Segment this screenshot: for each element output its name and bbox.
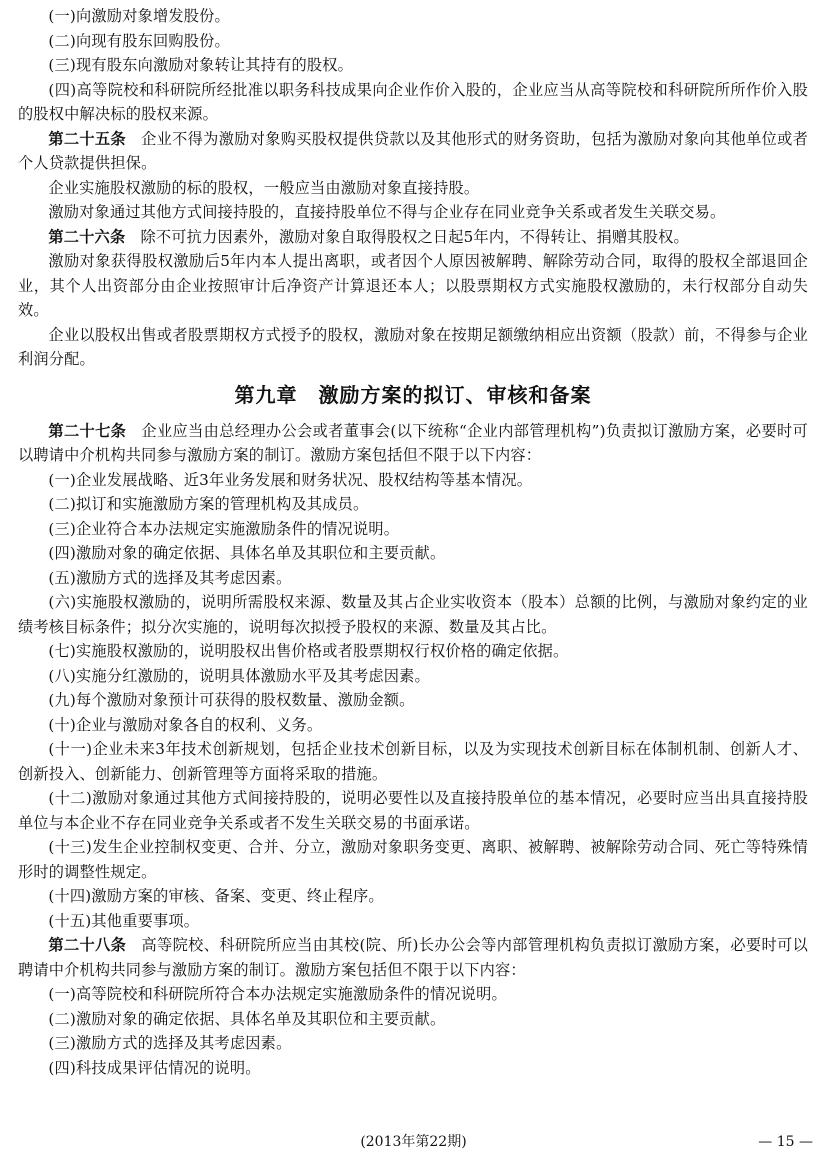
- article-number: 第二十五条: [48, 129, 126, 148]
- paragraph-text: (四)科技成果评估情况的说明。: [48, 1058, 261, 1077]
- paragraph-text: (五)激励方式的选择及其考虑因素。: [48, 568, 292, 587]
- paragraph: [18, 323, 808, 372]
- paragraph: [18, 78, 808, 127]
- paragraph-text: (十)企业与激励对象各自的权利、义务。: [48, 715, 323, 734]
- paragraph-text: (三)现有股东向激励对象转让其持有的股权。: [48, 56, 354, 74]
- article-number: 第二十六条: [48, 227, 126, 246]
- paragraph-text: (二)激励对象的确定依据、具体名单及其职位和主要贡献。: [48, 1009, 446, 1028]
- paragraph-text: 企业不得为激励对象购买股权提供贷款以及其他形式的财务资助，包括为激励对象向其他单位或者个人贷款提供担保。: [18, 129, 808, 172]
- paragraph-text: 激励对象获得股权激励后5年内本人提出离职，或者因个人原因被解聘、解除劳动合同，取得的股权全部退回企业，其个人出资部分由企业按照审计后净资产计算退还本人；以股票期权方式实施股权激励的，未行权部分自动失效。: [18, 252, 808, 319]
- paragraph: [18, 1007, 808, 1032]
- article-number: 第二十八条: [48, 936, 127, 954]
- paragraph-text: 激励对象通过其他方式间接持股的，直接持股单位不得与企业存在同业竞争关系或者发生关联交易。: [48, 203, 726, 221]
- issue-label: (2013年第22期): [360, 1134, 467, 1150]
- paragraph: [18, 590, 808, 639]
- paragraph: [18, 4, 808, 29]
- paragraph: [18, 1031, 808, 1056]
- page-number: — 15 —: [758, 1134, 813, 1150]
- article-paragraph: [18, 933, 808, 982]
- paragraph: [18, 909, 808, 934]
- paragraph-text: (一)企业发展战略、近3年业务发展和财务状况、股权结构等基本情况。: [48, 470, 533, 489]
- paragraph: [18, 29, 808, 54]
- article-paragraph: [18, 127, 808, 176]
- paragraph: [18, 835, 808, 884]
- paragraph: [18, 786, 808, 835]
- paragraph: [18, 982, 808, 1007]
- paragraph-text: (二)拟订和实施激励方案的管理机构及其成员。: [48, 495, 369, 513]
- paragraph: [18, 639, 808, 664]
- paragraph-text: (二)向现有股东回购股份。: [48, 31, 230, 50]
- paragraph: [18, 884, 808, 909]
- paragraph: [18, 688, 808, 713]
- paragraph-text: (十二)激励对象通过其他方式间接持股的，说明必要性以及直接持股单位的基本情况，必要时应当出具直接持股单位与本企业不存在同业竞争关系或者不发生关联交易的书面承诺。: [18, 789, 808, 832]
- paragraph-text: (四)激励对象的确定依据、具体名单及其职位和主要贡献。: [48, 544, 446, 562]
- paragraph-text: 企业应当由总经理办公会或者董事会(以下统称“企业内部管理机构”)负责拟订激励方案，必要时可以聘请中介机构共同参与激励方案的制订。激励方案包括但不限于以下内容：: [18, 421, 809, 464]
- paragraph: [18, 517, 808, 542]
- paragraph: [18, 713, 808, 738]
- paragraph: [18, 492, 808, 517]
- paragraph: [18, 1056, 808, 1081]
- paragraph-text: (一)向激励对象增发股份。: [48, 7, 230, 25]
- paragraph-text: (八)实施分红激励的，说明具体激励水平及其考虑因素。: [48, 666, 430, 685]
- paragraph-text: (十一)企业未来3年技术创新规划，包括企业技术创新目标，以及为实现技术创新目标在体制机制、创新人才、创新投入、创新能力、创新管理等方面将采取的措施。: [18, 740, 808, 783]
- paragraph: [18, 249, 808, 323]
- document-body: [18, 4, 808, 1080]
- paragraph: [18, 176, 808, 201]
- article-number: 第二十七条: [48, 421, 127, 440]
- paragraph-text: 除不可抗力因素外，激励对象自取得股权之日起5年内，不得转让、捐赠其股权。: [140, 227, 689, 246]
- paragraph-text: (十四)激励方案的审核、备案、变更、终止程序。: [48, 887, 384, 905]
- paragraph-text: (七)实施股权激励的，说明股权出售价格或者股票期权行权价格的确定依据。: [48, 642, 569, 660]
- paragraph: [18, 200, 808, 225]
- paragraph-text: 企业以股权出售或者股票期权方式授予的股权，激励对象在按期足额缴纳相应出资额（股款）前，不得参与企业利润分配。: [18, 325, 808, 368]
- paragraph-text: (九)每个激励对象预计可获得的股权数量、激励金额。: [48, 691, 415, 709]
- paragraph-text: (六)实施股权激励的，说明所需股权来源、数量及其占企业实收资本（股本）总额的比例，与激励对象约定的业绩考核目标条件；拟分次实施的，说明每次拟授予股权的来源、数量及其占比。: [18, 593, 808, 636]
- paragraph-text: (十五)其他重要事项。: [48, 911, 200, 930]
- paragraph: [18, 664, 808, 689]
- article-paragraph: [18, 419, 808, 468]
- paragraph-text: (十三)发生企业控制权变更、合并、分立，激励对象职务变更、离职、被解聘、被解除劳动合同、死亡等特殊情形时的调整性规定。: [18, 838, 808, 881]
- paragraph: [18, 541, 808, 566]
- paragraph: [18, 468, 808, 493]
- paragraph-text: (三)企业符合本办法规定实施激励条件的情况说明。: [48, 519, 400, 538]
- chapter-heading: 第九章 激励方案的拟订、审核和备案: [234, 382, 592, 407]
- paragraph: [18, 566, 808, 591]
- paragraph-text: (四)高等院校和科研院所经批准以职务科技成果向企业作价入股的，企业应当从高等院校和科研院所所作价入股的股权中解决标的股权来源。: [18, 80, 808, 123]
- paragraph: [18, 53, 808, 78]
- paragraph-text: 企业实施股权激励的标的股权，一般应当由激励对象直接持股。: [48, 178, 480, 197]
- paragraph-text: (一)高等院校和科研院所符合本办法规定实施激励条件的情况说明。: [48, 985, 507, 1003]
- article-paragraph: [18, 225, 808, 250]
- paragraph-text: 高等院校、科研院所应当由其校(院、所)长办公会等内部管理机构负责拟订激励方案，必要时可以聘请中介机构共同参与激励方案的制订。激励方案包括但不限于以下内容：: [18, 936, 808, 979]
- paragraph: [18, 737, 808, 786]
- paragraph-text: (三)激励方式的选择及其考虑因素。: [48, 1034, 292, 1052]
